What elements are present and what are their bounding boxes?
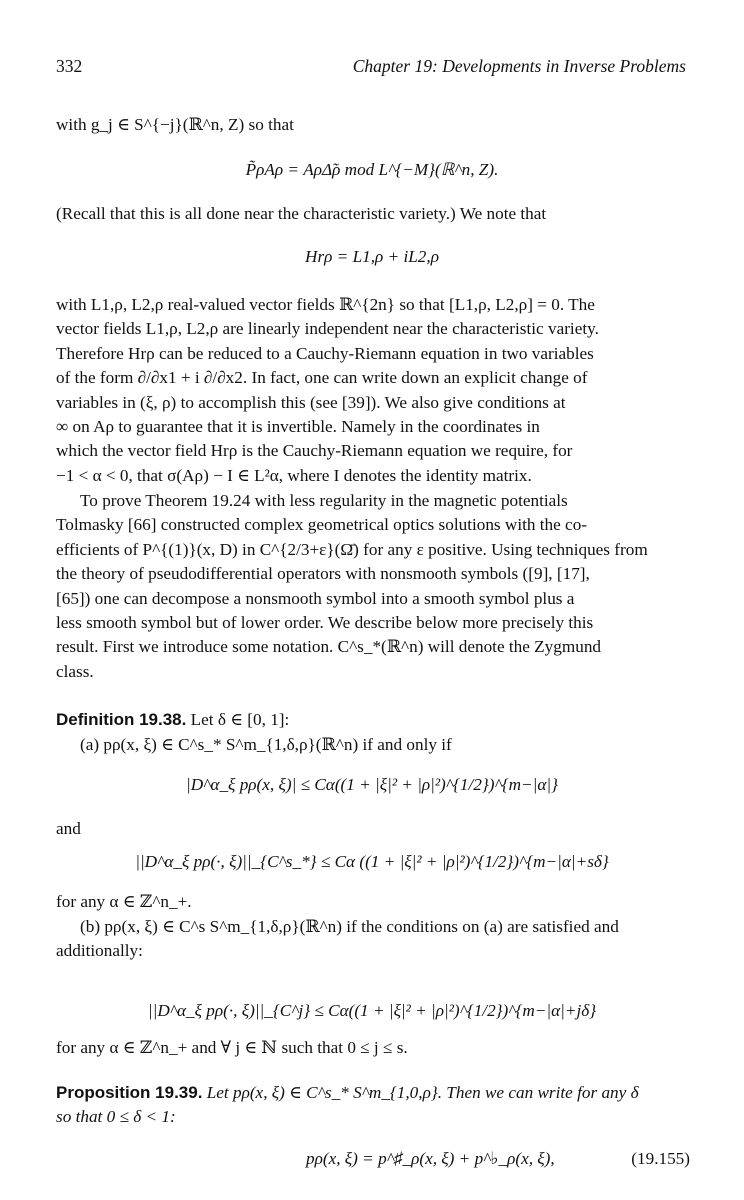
text-line: (Recall that this is all done near the characteristic variety.) We note that [56,204,547,223]
paragraph-line: Tolmasky [66] constructed complex geometrical optics solutions with the co- [56,515,588,535]
text-line: for any α ∈ ℤ^n_+. [56,892,192,911]
paragraph-line: To prove Theorem 19.24 with less regularity in the magnetic potentials [80,491,568,510]
paragraph-line: result. First we introduce some notation. C^s_*(ℝ^n) will denote the Zygmund [56,637,602,657]
paragraph-line: [65]) one can decompose a nonsmooth symbol into a smooth symbol plus a [56,588,575,608]
paragraph-line: with L1,ρ, L2,ρ real-valued vector fields ℝ^{2n} so that [L1,ρ, L2,ρ] = 0. The [56,295,595,314]
equation: ||D^α_ξ pρ(·, ξ)||_{C^s_*} ≤ Cα ((1 + |ξ|² + |ρ|²)^{1/2})^{m−|α|+sδ} [135,852,609,871]
definition-item-text: additionally: [56,941,143,961]
text-line: for any α ∈ ℤ^n_+ and ∀ j ∈ ℕ such that 0 ≤ j ≤ s. [56,1038,408,1057]
proposition-label: Proposition 19.39. [56,1083,203,1102]
definition-item-text: (b) pρ(x, ξ) ∈ C^s S^m_{1,δ,ρ}(ℝ^n) if the conditions on (a) are satisfied and [80,917,619,936]
text-line: and [56,819,81,838]
paragraph-line: less smooth symbol but of lower order. We describe below more precisely this [56,613,594,633]
equation: P̃ρAρ = AρΔ̃ρ mod L^{−M}(ℝ^n, Z). [245,160,499,179]
equation: pρ(x, ξ) = p^♯_ρ(x, ξ) + p^♭_ρ(x, ξ), [306,1149,555,1168]
paragraph-line: Therefore Hrρ can be reduced to a Cauchy-Riemann equation in two variables [56,343,594,363]
equation-number: (19.155) [631,1149,690,1168]
paragraph-line: of the form ∂/∂x1 + i ∂/∂x2. In fact, one can write down an explicit change of [56,368,588,388]
definition-item-a [56,733,690,757]
paragraph [56,293,690,488]
proposition-text: Let pρ(x, ξ) ∈ C^s_* S^m_{1,0,ρ}. Then we can write for any δ [206,1083,639,1102]
definition-intro: Let δ ∈ [0, 1]: [190,710,290,729]
definition-label: Definition 19.38. [56,710,187,729]
page-header [56,56,686,80]
equation: Hrρ = L1,ρ + iL2,ρ [305,247,439,266]
paragraph-line: ∞ on Aρ to guarantee that it is invertible. Namely in the coordinates in [56,417,540,437]
paragraph-line: −1 < α < 0, that σ(Aρ) − I ∈ L²α, where I denotes the identity matrix. [56,465,532,485]
definition-item-text: (a) pρ(x, ξ) ∈ C^s_* S^m_{1,δ,ρ}(ℝ^n) if and only if [80,735,452,754]
running-title: Chapter 19: Developments in Inverse Problems [352,56,686,76]
page-number: 332 [56,56,83,76]
proposition [56,1081,690,1130]
paragraph-line: efficients of P^{(1)}(x, D) in C^{2/3+ε}(Ω̄) for any ε positive. Using techniques from [56,539,648,559]
paragraph-line: class. [56,661,94,681]
definition-item-b [56,915,690,964]
paragraph-line: vector fields L1,ρ, L2,ρ are linearly independent near the characteristic variety. [56,319,599,339]
proposition-text: so that 0 ≤ δ < 1: [56,1107,176,1127]
definition-heading [56,708,690,732]
text-line: with g_j ∈ S^{−j}(ℝ^n, Z) so that [56,115,294,134]
paragraph-line: variables in (ξ, ρ) to accomplish this (see [39]). We also give conditions at [56,392,566,412]
equation: ||D^α_ξ pρ(·, ξ)||_{C^j} ≤ Cα((1 + |ξ|² + |ρ|²)^{1/2})^{m−|α|+jδ} [147,1001,597,1020]
equation: |D^α_ξ pρ(x, ξ)| ≤ Cα((1 + |ξ|² + |ρ|²)^{1/2})^{m−|α|} [186,775,558,794]
paragraph [56,489,690,684]
paragraph-line: the theory of pseudodifferential operators with nonsmooth symbols ([9], [17], [56,564,590,584]
paragraph-line: which the vector field Hrρ is the Cauchy-Riemann equation we require, for [56,441,573,461]
